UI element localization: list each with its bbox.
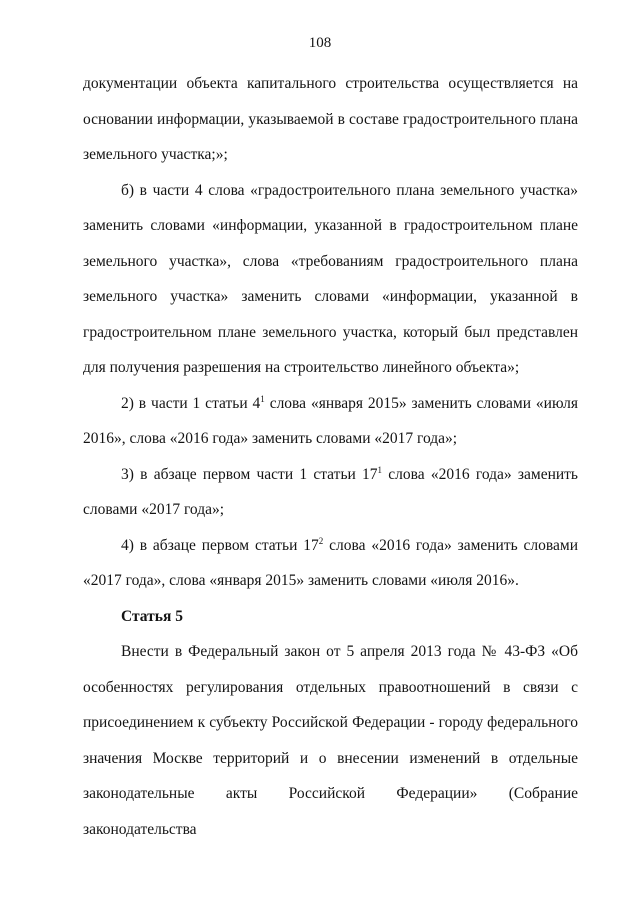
paragraph — [83, 457, 578, 528]
text-run: документации объекта капитального строительства осуществляется на основании информации, указываемой в составе градостроительного плана земельного участка;»; — [83, 75, 578, 163]
document-body — [83, 66, 578, 847]
paragraph — [83, 528, 578, 599]
superscript-index: 2 — [318, 535, 324, 546]
text-run: 2) в части 1 статьи 4 — [121, 394, 261, 412]
superscript-index: 1 — [377, 464, 383, 475]
text-run: Внести в Федеральный закон от 5 апреля 2013 года № 43-ФЗ «Об особенностях регулирования отдельных правоотношений в связи с присоединением к субъекту Российской Федерации - городу федерального значения Москве территорий и о внесении изменений в отдельные законодательные акты Российской Федерации» (Собрание законодательства — [83, 643, 578, 838]
paragraph — [83, 66, 578, 173]
paragraph — [83, 634, 578, 847]
paragraph — [83, 386, 578, 457]
paragraph — [83, 173, 578, 386]
text-run: слова «2016 года» заменить словами «2017 года»; — [83, 465, 579, 518]
text-run: 4) в абзаце первом статьи 17 — [121, 536, 319, 554]
page-number: 108 — [308, 35, 332, 51]
text-run: слова «2016 года» заменить словами «2017 года», слова «января 2015» заменить словами «июля 2016». — [83, 536, 578, 589]
article-heading — [83, 599, 578, 635]
text-run: б) в части 4 слова «градостроительного плана земельного участка» заменить словами «информации, указанной в градостроительном плане земельного участка», слова «требованиям градостроительного плана земельного участка» заменить словами «информации, указанной в градостроительном плане земельного участка, который был представлен для получения разрешения на строительство линейного объекта»; — [83, 181, 578, 376]
text-run: Статья 5 — [121, 607, 183, 625]
text-run: 3) в абзаце первом части 1 статьи 17 — [121, 465, 378, 483]
superscript-index: 1 — [260, 393, 265, 404]
text-run: слова «января 2015» заменить словами «июля 2016», слова «2016 года» заменить словами «2017 года»; — [83, 394, 579, 447]
